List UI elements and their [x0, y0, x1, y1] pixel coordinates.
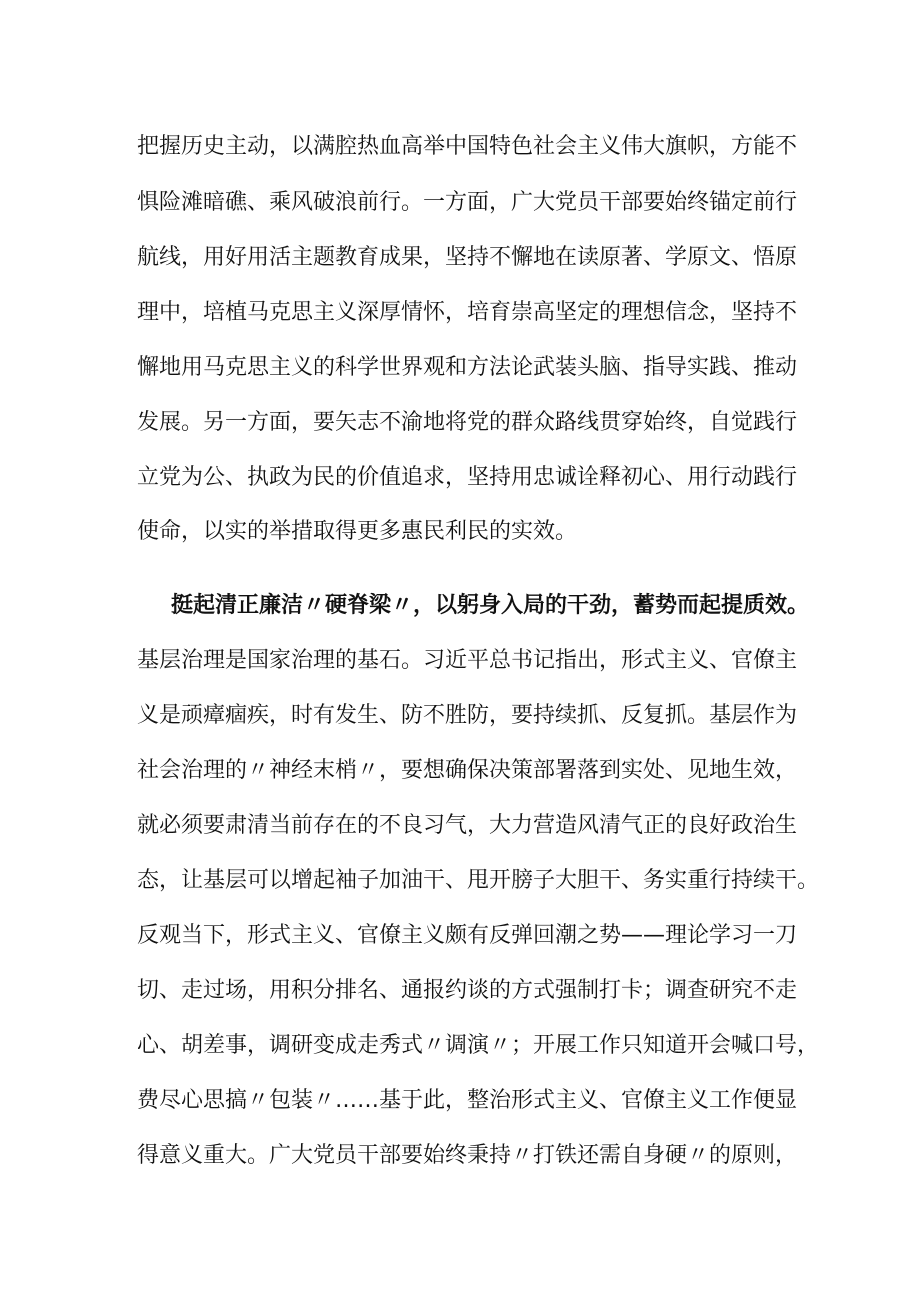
paragraph-2-line-4: 就必须要肃清当前存在的不良习气，大力营造风清气正的良好政治生 — [137, 813, 798, 838]
paragraph-2-line-8: 心、胡差事，调研变成走秀式〃调演〃；开展工作只知道开会喊口号， — [137, 1033, 820, 1058]
paragraph-2-line-10: 得意义重大。广大党员干部要始终秉持〃打铁还需自身硬〃的原则， — [137, 1143, 798, 1168]
paragraph-1-line-2: 惧险滩暗礁、乘风破浪前行。一方面，广大党员干部要始终锚定前行 — [137, 190, 798, 215]
paragraph-2-line-7: 切、走过场，用积分排名、通报约谈的方式强制打卡；调查研究不走 — [137, 978, 798, 1003]
paragraph-1-line-3: 航线，用好用活主题教育成果，坚持不懈地在读原著、学原文、悟原 — [137, 245, 798, 270]
paragraph-2-heading: 挺起清正廉洁〃硬脊梁〃，以躬身入局的干劲，蓄势而起提质效。 — [171, 593, 810, 618]
paragraph-1-line-1: 把握历史主动，以满腔热血高举中国特色社会主义伟大旗帜，方能不 — [137, 134, 798, 159]
paragraph-2-line-2: 义是顽瘴痼疾，时有发生、防不胜防，要持续抓、反复抓。基层作为 — [137, 703, 798, 728]
paragraph-2-line-5: 态，让基层可以增起袖子加油干、甩开膀子大胆干、务实重行持续干。 — [137, 868, 820, 893]
paragraph-2-line-9: 费尽心思搞〃包装〃……基于此，整治形式主义、官僚主义工作便显 — [137, 1088, 798, 1113]
paragraph-1-line-6: 发展。另一方面，要矢志不渝地将党的群众路线贯穿始终，自觉践行 — [137, 410, 798, 435]
paragraph-1-line-7: 立党为公、执政为民的价值追求，坚持用忠诚诠释初心、用行动践行 — [137, 465, 798, 490]
paragraph-1-line-8: 使命，以实的举措取得更多惠民利民的实效。 — [137, 519, 578, 544]
paragraph-2-line-1: 基层治理是国家治理的基石。习近平总书记指出，形式主义、官僚主 — [137, 648, 798, 673]
paragraph-1-line-4: 理中，培植马克思主义深厚情怀，培育崇高坚定的理想信念，坚持不 — [137, 300, 798, 325]
paragraph-2-line-3: 社会治理的〃神经末梢〃，要想确保决策部署落到实处、见地生效， — [137, 758, 798, 783]
paragraph-2-line-6: 反观当下，形式主义、官僚主义颇有反弹回潮之势——理论学习一刀 — [137, 923, 798, 948]
paragraph-1-line-5: 懈地用马克思主义的科学世界观和方法论武装头脑、指导实践、推动 — [137, 355, 798, 380]
